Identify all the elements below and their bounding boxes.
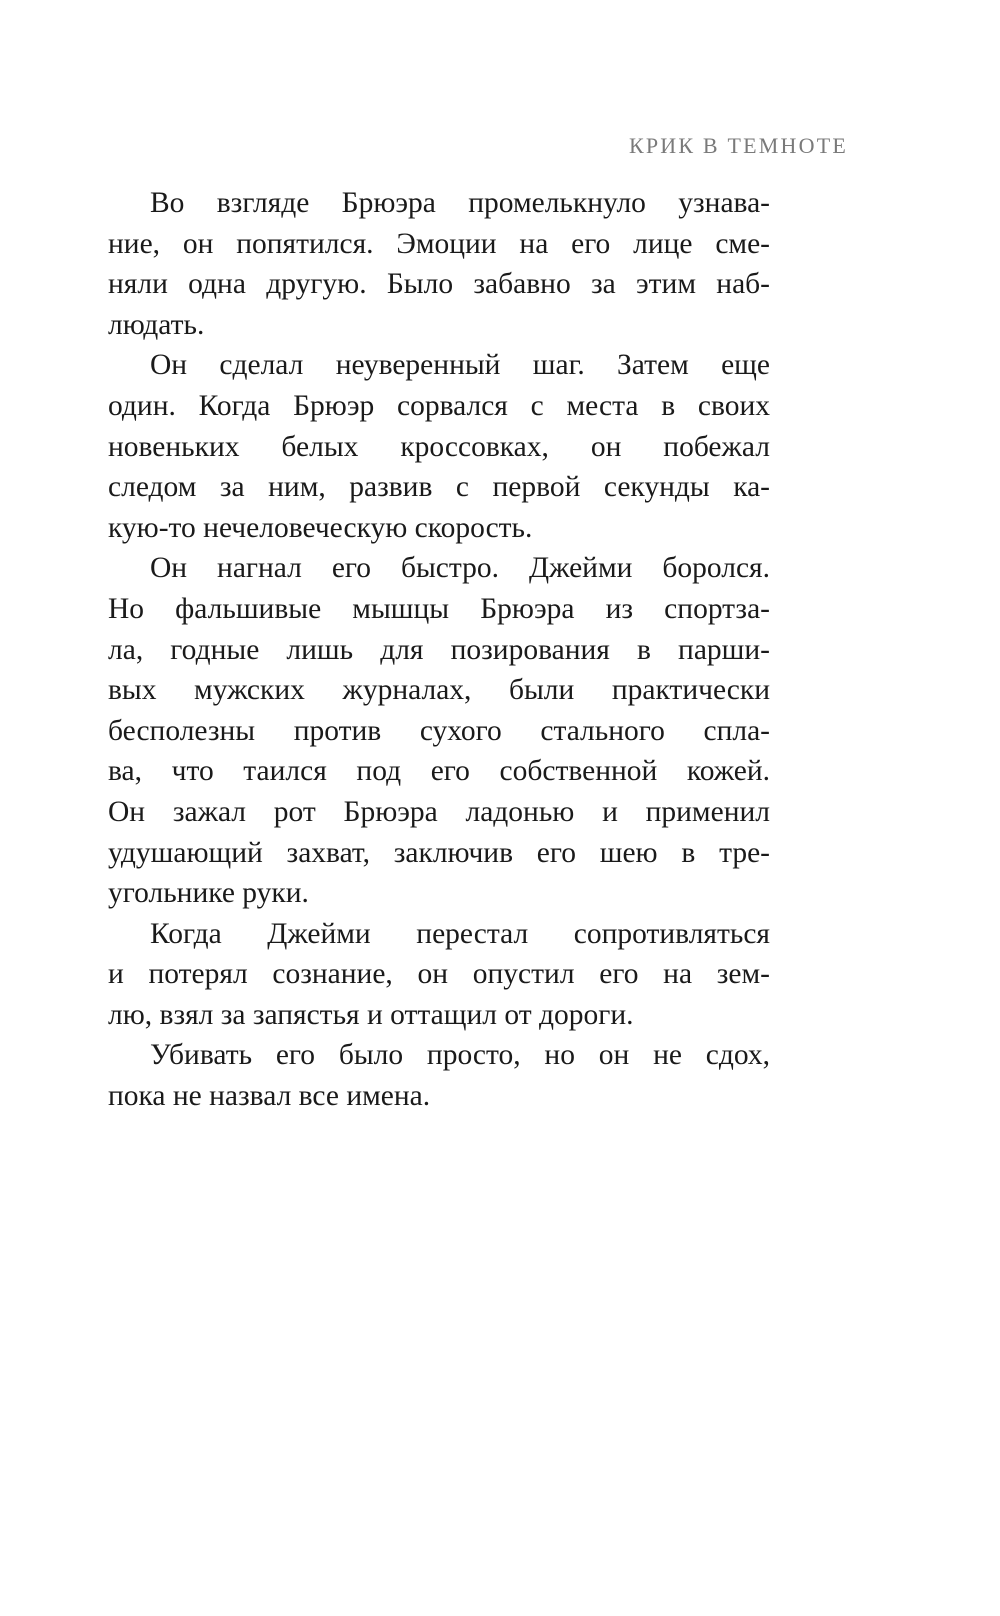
text-line: вых мужских журналах, были практически	[108, 674, 770, 707]
running-header-title: КРИК В ТЕМНОТЕ	[628, 133, 848, 158]
text-line: ла, годные лишь для позирования в парши-	[108, 633, 770, 666]
paragraph-2	[108, 345, 770, 548]
text-line: следом за ним, развив с первой секунды ка-	[108, 471, 770, 504]
paragraph-4	[108, 914, 770, 1036]
text-line: Он сделал неуверенный шаг. Затем еще	[150, 349, 770, 382]
text-line: Но фальшивые мышцы Брюэра из спортза-	[108, 592, 770, 625]
text-line: один. Когда Брюэр сорвался с места в своих	[108, 389, 770, 422]
paragraph-1	[108, 183, 770, 345]
text-line: людать.	[108, 308, 205, 341]
text-line: новеньких белых кроссовках, он побежал	[108, 430, 770, 463]
text-line: Он нагнал его быстро. Джейми боролся.	[150, 552, 770, 585]
text-line: и потерял сознание, он опустил его на зем-	[108, 958, 770, 991]
text-line: пока не назвал все имена.	[108, 1080, 431, 1113]
text-line: Убивать его было просто, но он не сдох,	[150, 1039, 770, 1072]
text-line: лю, взял за запястья и оттащил от дороги.	[108, 998, 634, 1031]
text-line: удушающий захват, заключив его шею в тре-	[108, 836, 770, 869]
text-line: Когда Джейми перестал сопротивляться	[150, 917, 770, 950]
text-line: ва, что таился под его собственной кожей.	[108, 755, 770, 788]
text-line: ние, он попятился. Эмоции на его лице сме-	[108, 227, 770, 260]
text-line: Он зажал рот Брюэра ладонью и применил	[108, 795, 770, 828]
paragraph-3	[108, 548, 770, 913]
text-line: угольнике руки.	[108, 877, 309, 910]
text-line: кую-то нечеловеческую скорость.	[108, 511, 533, 544]
body-text	[108, 183, 770, 1117]
paragraph-5	[108, 1035, 770, 1116]
text-line: бесполезны против сухого стального спла-	[108, 714, 770, 747]
text-line: няли одна другую. Было забавно за этим наб-	[108, 268, 770, 301]
text-line: Во взгляде Брюэра промелькнуло узнава-	[150, 187, 770, 219]
